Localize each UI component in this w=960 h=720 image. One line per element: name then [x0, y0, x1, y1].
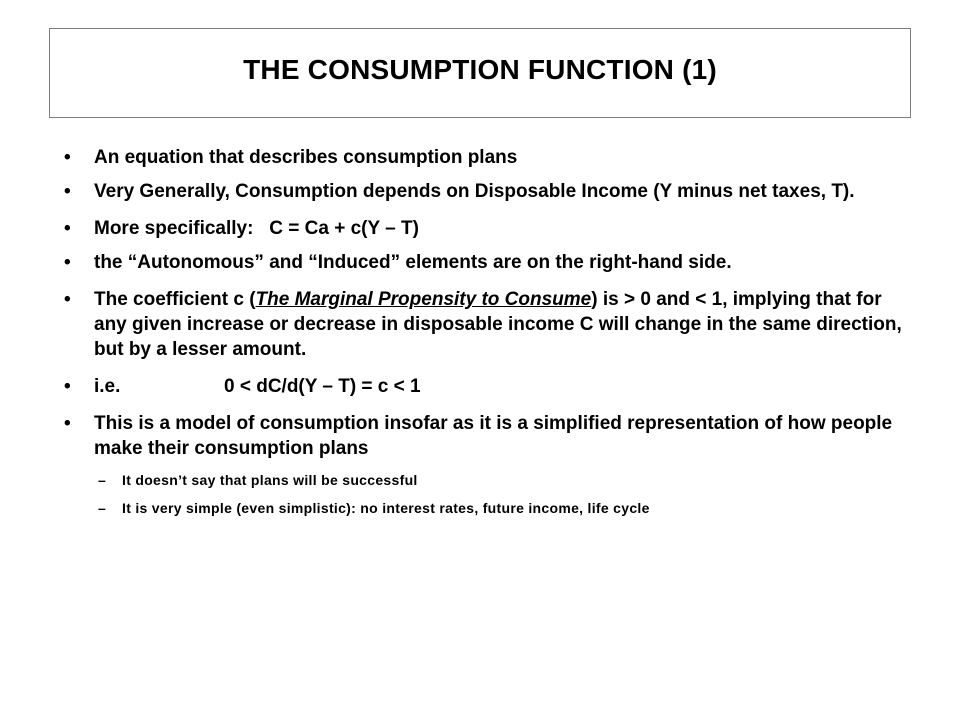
- bullet-text-before: The coefficient c (: [94, 289, 256, 310]
- slide-title-box: [49, 28, 911, 118]
- consumption-equation: C = Ca + c(Y – T): [269, 218, 419, 239]
- sub-bullet-text: It is very simple (even simplistic): no interest rates, future income, life cycle: [122, 500, 650, 516]
- bullet-text: the “Autonomous” and “Induced” elements are on the right-hand side.: [94, 252, 732, 273]
- sub-bullet-text: It doesn’t say that plans will be successful: [122, 472, 418, 488]
- bullet-item: [64, 287, 914, 362]
- bullet-list: [64, 145, 914, 526]
- bullet-lead: i.e.: [94, 376, 121, 397]
- bullet-item: [64, 374, 914, 399]
- mpc-term: The Marginal Propensity to Consume: [255, 289, 592, 310]
- bullet-text-after: ) is > 0 and < 1, implying that for any given increase or decrease in disposable income C will change in the same direction, but by a lesser amount.: [94, 289, 902, 360]
- bullet-lead: More specifically:: [94, 218, 254, 239]
- bullet-item: [64, 216, 914, 241]
- sub-bullet-item: [64, 470, 914, 490]
- bullet-text: An equation that describes consumption plans: [94, 147, 518, 168]
- bullet-item: [64, 250, 914, 275]
- slide-title: THE CONSUMPTION FUNCTION (1): [243, 54, 717, 85]
- mpc-inequality: 0 < dC/d(Y – T) = c < 1: [224, 376, 421, 397]
- bullet-text: Very Generally, Consumption depends on Disposable Income (Y minus net taxes, T).: [94, 181, 855, 202]
- sub-bullet-item: [64, 498, 914, 518]
- bullet-item: [64, 145, 914, 170]
- bullet-item: [64, 411, 914, 461]
- bullet-text: This is a model of consumption insofar as it is a simplified representation of how people make their consumption plans: [94, 413, 893, 459]
- bullet-item: [64, 179, 914, 204]
